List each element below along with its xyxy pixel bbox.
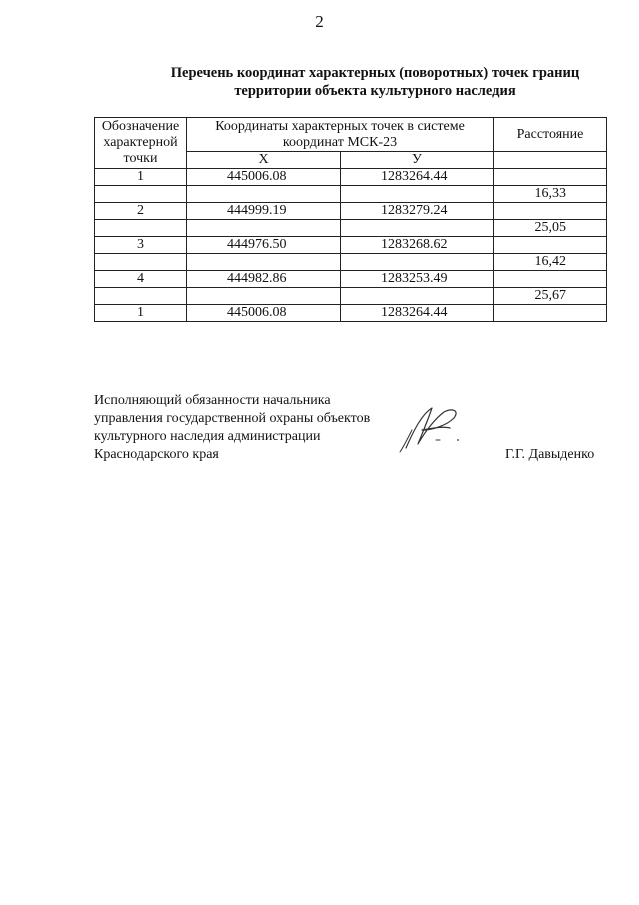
document-title — [140, 64, 610, 100]
table-row — [95, 237, 607, 254]
point-cell — [95, 220, 187, 237]
x-cell — [187, 186, 341, 203]
x-cell — [187, 220, 341, 237]
x-cell — [187, 288, 341, 305]
point-cell: 4 — [95, 271, 187, 288]
distance-cell: 25,67 — [494, 288, 607, 305]
y-cell: 1283264.44 — [341, 305, 494, 322]
y-cell — [341, 254, 494, 271]
table-row — [95, 186, 607, 203]
signatory-line-3: культурного наследия администрации — [94, 429, 321, 444]
table-row — [95, 305, 607, 322]
y-cell — [341, 220, 494, 237]
point-cell: 2 — [95, 203, 187, 220]
point-cell — [95, 254, 187, 271]
signatory-name: Г.Г. Давыденко — [505, 447, 595, 462]
point-column-header — [95, 118, 187, 169]
distance-column-header: Расстояние — [494, 118, 607, 152]
distance-cell — [494, 305, 607, 322]
distance-cell: 16,42 — [494, 254, 607, 271]
point-header-line-2: характерной — [103, 135, 178, 150]
x-cell — [187, 254, 341, 271]
point-cell: 1 — [95, 169, 187, 186]
signatory-line-4: Краснодарского края — [94, 447, 219, 462]
title-line-2: территории объекта культурного наследия — [234, 83, 516, 99]
table-row — [95, 271, 607, 288]
table-header-row — [95, 118, 607, 152]
coordinates-column-header — [187, 118, 494, 152]
title-line-1: Перечень координат характерных (поворотных) точек границ — [170, 65, 580, 81]
y-cell: 1283279.24 — [341, 203, 494, 220]
signatory-position — [94, 392, 370, 464]
y-cell — [341, 186, 494, 203]
distance-cell — [494, 169, 607, 186]
coords-header-line-1: Координаты характерных точек в системе — [215, 119, 465, 134]
x-cell: 444982.86 — [187, 271, 341, 288]
x-column-header: X — [187, 152, 341, 169]
x-cell: 445006.08 — [187, 305, 341, 322]
table-row — [95, 169, 607, 186]
distance-cell — [494, 203, 607, 220]
point-cell: 3 — [95, 237, 187, 254]
point-cell: 1 — [95, 305, 187, 322]
signatory-line-2: управления государственной охраны объектов — [94, 411, 371, 426]
y-cell: 1283268.62 — [341, 237, 494, 254]
y-cell: 1283264.44 — [341, 169, 494, 186]
y-column-header: У — [341, 152, 494, 169]
handwritten-signature — [392, 400, 472, 458]
y-cell — [341, 288, 494, 305]
point-cell — [95, 288, 187, 305]
table-row — [95, 288, 607, 305]
distance-cell: 16,33 — [494, 186, 607, 203]
coords-header-line-2: координат МСК-23 — [282, 135, 398, 150]
point-header-line-1: Обозначение — [101, 119, 180, 134]
point-cell — [95, 186, 187, 203]
coordinates-table — [94, 117, 607, 322]
table-row — [95, 254, 607, 271]
page-number: 2 — [315, 12, 324, 31]
x-cell: 444976.50 — [187, 237, 341, 254]
x-cell: 445006.08 — [187, 169, 341, 186]
distance-cell — [494, 271, 607, 288]
point-header-line-3: точки — [123, 151, 158, 166]
table-row — [95, 203, 607, 220]
y-cell: 1283253.49 — [341, 271, 494, 288]
distance-subheader-empty — [494, 152, 607, 169]
signatory-line-1: Исполняющий обязанности начальника — [94, 393, 331, 408]
x-cell: 444999.19 — [187, 203, 341, 220]
distance-cell — [494, 237, 607, 254]
distance-cell: 25,05 — [494, 220, 607, 237]
table-row — [95, 220, 607, 237]
